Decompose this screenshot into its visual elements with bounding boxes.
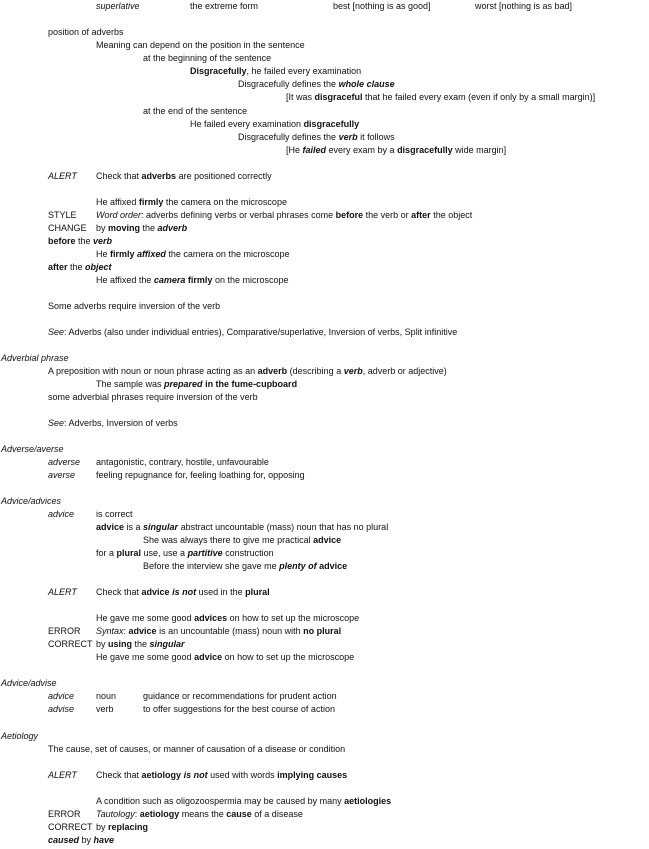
text-segment: : adverbs defining verbs or verbal phrases come bbox=[141, 210, 336, 220]
text-segment: [It was bbox=[286, 92, 315, 102]
text-segment: advise bbox=[48, 704, 75, 714]
text-segment: Check that bbox=[96, 587, 142, 597]
text-line bbox=[96, 770, 347, 781]
text-segment: advice bbox=[48, 509, 75, 519]
text-segment: moving bbox=[108, 223, 141, 233]
text-segment: the bbox=[132, 639, 150, 649]
text-segment: use, use a bbox=[141, 548, 188, 558]
text-segment: ALERT bbox=[48, 171, 77, 181]
text-segment: noun bbox=[96, 691, 117, 701]
text-line bbox=[190, 1, 258, 12]
text-segment: the camera on the microscope bbox=[163, 197, 287, 207]
text-segment: is correct bbox=[96, 509, 133, 519]
text-line bbox=[48, 704, 74, 715]
text-line bbox=[48, 639, 93, 650]
text-segment: prepared bbox=[164, 379, 203, 389]
text-segment: adverb bbox=[257, 366, 288, 376]
text-line bbox=[48, 262, 112, 273]
text-segment: used in the bbox=[196, 587, 246, 597]
text-segment: singular bbox=[143, 522, 179, 532]
text-segment: adverbs bbox=[141, 171, 177, 181]
text-segment: A preposition with noun or noun phrase acting as an bbox=[48, 366, 258, 376]
text-segment: : bbox=[134, 809, 140, 819]
text-segment: is not bbox=[172, 587, 197, 597]
text-segment: the extreme form bbox=[190, 1, 259, 11]
text-segment: by bbox=[96, 639, 109, 649]
text-line bbox=[1, 496, 61, 507]
text-segment: is a bbox=[124, 522, 144, 532]
text-line bbox=[48, 457, 80, 468]
text-segment: firmly bbox=[187, 275, 213, 285]
text-line bbox=[96, 379, 297, 390]
text-line bbox=[48, 210, 77, 221]
text-segment: He affixed bbox=[96, 197, 139, 207]
text-segment: CORRECT bbox=[48, 639, 93, 649]
text-segment: cause bbox=[226, 809, 252, 819]
text-segment: the camera on the microscope bbox=[165, 249, 290, 259]
text-segment: [He bbox=[286, 145, 303, 155]
text-line bbox=[1, 678, 57, 689]
text-segment: Tautology bbox=[96, 809, 135, 819]
text-segment: She was always there to give me practical bbox=[143, 535, 314, 545]
text-segment: averse bbox=[48, 470, 76, 480]
text-line bbox=[48, 587, 77, 598]
text-line bbox=[143, 53, 271, 64]
text-segment: position of adverbs bbox=[48, 27, 124, 37]
text-segment: every exam by a bbox=[326, 145, 398, 155]
text-line bbox=[96, 210, 472, 221]
text-segment: in the fume-cupboard bbox=[205, 379, 298, 389]
text-segment: Syntax bbox=[96, 626, 124, 636]
text-segment: using bbox=[108, 639, 133, 649]
text-segment: The cause, set of causes, or manner of causation of a disease or condition bbox=[48, 744, 346, 754]
text-segment: ALERT bbox=[48, 770, 77, 780]
text-segment: He failed every examination bbox=[190, 119, 304, 129]
text-line bbox=[96, 40, 305, 51]
text-line bbox=[96, 275, 288, 286]
text-segment: CORRECT bbox=[48, 822, 93, 832]
text-segment: ERROR bbox=[48, 626, 81, 636]
text-line bbox=[48, 236, 112, 247]
text-line bbox=[143, 691, 337, 702]
text-segment: Meaning can depend on the position in the sentence bbox=[96, 40, 305, 50]
text-line bbox=[286, 145, 506, 156]
text-segment: best [nothing is as good] bbox=[333, 1, 431, 11]
text-segment: no plural bbox=[303, 626, 342, 636]
text-segment: plenty of bbox=[279, 561, 317, 571]
text-segment: adverse bbox=[48, 457, 81, 467]
text-segment: for a bbox=[96, 548, 117, 558]
text-segment: Disgracefully defines the bbox=[238, 79, 339, 89]
text-line bbox=[96, 1, 140, 12]
text-segment: , adverb or adjective) bbox=[362, 366, 447, 376]
text-line bbox=[333, 1, 431, 12]
text-line bbox=[96, 626, 341, 637]
text-line bbox=[96, 639, 185, 650]
text-line bbox=[48, 770, 77, 781]
text-segment: advice bbox=[319, 561, 348, 571]
text-segment: Before the interview she gave me bbox=[143, 561, 280, 571]
text-line bbox=[48, 327, 457, 338]
text-segment: antagonistic, contrary, hostile, unfavourable bbox=[96, 457, 269, 467]
text-segment: Advice/advise bbox=[1, 678, 57, 688]
text-segment: the object bbox=[430, 210, 473, 220]
text-line bbox=[96, 522, 388, 533]
text-segment: after bbox=[411, 210, 431, 220]
text-line bbox=[96, 704, 114, 715]
text-segment: implying causes bbox=[277, 770, 348, 780]
text-segment: advice bbox=[96, 522, 125, 532]
text-segment: See bbox=[48, 418, 65, 428]
text-segment: camera bbox=[153, 275, 186, 285]
text-segment: on the microscope bbox=[212, 275, 289, 285]
text-segment: before bbox=[48, 236, 76, 246]
text-segment: object bbox=[85, 262, 112, 272]
text-segment: used with words bbox=[207, 770, 278, 780]
text-line bbox=[96, 223, 187, 234]
text-segment: : bbox=[123, 626, 129, 636]
text-segment: by bbox=[96, 223, 109, 233]
text-segment: advice bbox=[128, 626, 157, 636]
text-segment: He bbox=[96, 249, 111, 259]
text-line bbox=[96, 171, 272, 182]
text-segment: Advice/advices bbox=[1, 496, 62, 506]
text-segment: the bbox=[67, 262, 86, 272]
text-segment: wide margin] bbox=[452, 145, 507, 155]
text-segment: verb bbox=[338, 132, 358, 142]
text-segment: affixed bbox=[137, 249, 166, 259]
text-line bbox=[96, 613, 359, 624]
text-segment: He affixed the bbox=[96, 275, 154, 285]
text-line bbox=[143, 106, 247, 117]
text-segment: by bbox=[96, 822, 109, 832]
text-line bbox=[48, 366, 447, 377]
text-line bbox=[238, 132, 395, 143]
text-segment: advice bbox=[141, 587, 170, 597]
text-segment: aetiology bbox=[139, 809, 180, 819]
text-segment: advices bbox=[194, 613, 228, 623]
text-line bbox=[48, 392, 258, 403]
text-segment: Adverse/averse bbox=[1, 444, 64, 454]
text-segment: guidance or recommendations for prudent action bbox=[143, 691, 337, 701]
text-segment: (describing a bbox=[287, 366, 344, 376]
text-segment: He gave me some good bbox=[96, 652, 195, 662]
text-line bbox=[48, 835, 114, 846]
text-line bbox=[96, 652, 354, 663]
text-segment: verb bbox=[96, 704, 114, 714]
text-line bbox=[286, 92, 595, 103]
text-line bbox=[48, 509, 74, 520]
text-segment: feeling repugnance for, feeling loathing for, opposing bbox=[96, 470, 305, 480]
text-line bbox=[1, 731, 38, 742]
text-segment: worst [nothing is as bad] bbox=[475, 1, 573, 11]
text-segment: construction bbox=[222, 548, 274, 558]
text-segment: the bbox=[140, 223, 158, 233]
text-segment: on how to set up the microscope bbox=[222, 652, 355, 662]
text-line bbox=[96, 470, 305, 481]
text-line bbox=[143, 561, 347, 572]
text-line bbox=[96, 197, 287, 208]
text-segment: by bbox=[79, 835, 94, 845]
text-line bbox=[96, 249, 289, 260]
text-segment: Disgracefully bbox=[190, 66, 247, 76]
text-line bbox=[48, 822, 93, 833]
text-segment: verb bbox=[93, 236, 113, 246]
text-segment: adverb bbox=[157, 223, 188, 233]
text-line bbox=[48, 171, 77, 182]
text-segment: on how to set up the microscope bbox=[227, 613, 360, 623]
text-segment: the bbox=[75, 236, 94, 246]
text-segment: CHANGE bbox=[48, 223, 87, 233]
text-line bbox=[48, 691, 74, 702]
text-segment: is an uncountable (mass) noun with bbox=[156, 626, 304, 636]
text-segment: ALERT bbox=[48, 587, 77, 597]
text-segment: He gave me some good bbox=[96, 613, 195, 623]
text-line bbox=[1, 353, 69, 364]
text-segment: is not bbox=[183, 770, 208, 780]
text-segment: replacing bbox=[108, 822, 149, 832]
text-line bbox=[143, 704, 335, 715]
text-segment: caused bbox=[48, 835, 80, 845]
text-line bbox=[475, 1, 572, 12]
text-segment: STYLE bbox=[48, 210, 77, 220]
text-segment: disgracefully bbox=[303, 119, 360, 129]
text-segment: verb bbox=[343, 366, 363, 376]
text-line bbox=[96, 809, 303, 820]
text-segment: abstract uncountable (mass) noun that has no plural bbox=[178, 522, 389, 532]
text-segment: of a disease bbox=[251, 809, 303, 819]
text-segment: that he failed every exam (even if only by a small margin)] bbox=[362, 92, 596, 102]
text-line bbox=[96, 822, 148, 833]
text-line bbox=[96, 457, 269, 468]
text-segment: advice bbox=[48, 691, 75, 701]
text-segment: See bbox=[48, 327, 65, 337]
text-segment: , he failed every examination bbox=[246, 66, 362, 76]
text-line bbox=[48, 809, 81, 820]
text-segment: The sample was bbox=[96, 379, 165, 389]
text-segment: some adverbial phrases require inversion of the verb bbox=[48, 392, 258, 402]
text-line bbox=[48, 301, 220, 312]
text-segment: singular bbox=[149, 639, 185, 649]
text-line bbox=[96, 548, 274, 559]
text-segment: at the end of the sentence bbox=[143, 106, 248, 116]
text-segment: disgracefully bbox=[397, 145, 453, 155]
text-segment: it follows bbox=[357, 132, 395, 142]
text-segment: A condition such as oligozoospermia may be caused by many bbox=[96, 796, 345, 806]
text-segment: means the bbox=[179, 809, 227, 819]
text-segment: ERROR bbox=[48, 809, 81, 819]
text-line bbox=[143, 535, 341, 546]
text-line bbox=[48, 626, 81, 637]
text-segment: the verb or bbox=[363, 210, 412, 220]
text-segment: to offer suggestions for the best course of action bbox=[143, 704, 335, 714]
text-segment: have bbox=[93, 835, 115, 845]
text-line bbox=[96, 587, 270, 598]
text-segment: failed bbox=[302, 145, 327, 155]
text-line bbox=[48, 27, 124, 38]
text-segment: Word order bbox=[96, 210, 142, 220]
text-segment: at the beginning of the sentence bbox=[143, 53, 272, 63]
text-segment: : Adverbs, Inversion of verbs bbox=[64, 418, 178, 428]
text-segment: Disgracefully defines the bbox=[238, 132, 339, 142]
text-segment: : Adverbs (also under individual entries), Comparative/superlative, Inversion of verbs, Split infinitive bbox=[64, 327, 458, 337]
text-segment: disgraceful bbox=[314, 92, 363, 102]
text-segment: Check that bbox=[96, 770, 142, 780]
text-segment: firmly bbox=[138, 197, 164, 207]
text-segment: advice bbox=[313, 535, 342, 545]
text-segment: plural bbox=[245, 587, 270, 597]
text-segment: Check that bbox=[96, 171, 142, 181]
text-line bbox=[190, 119, 359, 130]
text-line bbox=[48, 744, 345, 755]
text-line bbox=[238, 79, 395, 90]
text-segment: partitive bbox=[187, 548, 223, 558]
text-line bbox=[1, 444, 64, 455]
text-segment: aetiology bbox=[141, 770, 182, 780]
text-line bbox=[48, 418, 178, 429]
text-line bbox=[96, 509, 133, 520]
text-segment: Some adverbs require inversion of the verb bbox=[48, 301, 221, 311]
text-segment: after bbox=[48, 262, 68, 272]
text-line bbox=[96, 796, 391, 807]
text-segment: whole clause bbox=[338, 79, 395, 89]
text-line bbox=[190, 66, 361, 77]
text-segment: plural bbox=[116, 548, 142, 558]
text-segment: are positioned correctly bbox=[176, 171, 272, 181]
text-segment: Aetiology bbox=[1, 731, 39, 741]
text-line bbox=[48, 223, 87, 234]
text-line bbox=[48, 470, 75, 481]
text-segment: firmly bbox=[110, 249, 135, 259]
text-segment: before bbox=[335, 210, 364, 220]
text-segment: Adverbial phrase bbox=[1, 353, 69, 363]
text-segment: aetiologies bbox=[344, 796, 392, 806]
text-segment: advice bbox=[194, 652, 223, 662]
text-line bbox=[96, 691, 116, 702]
text-segment: superlative bbox=[96, 1, 140, 11]
